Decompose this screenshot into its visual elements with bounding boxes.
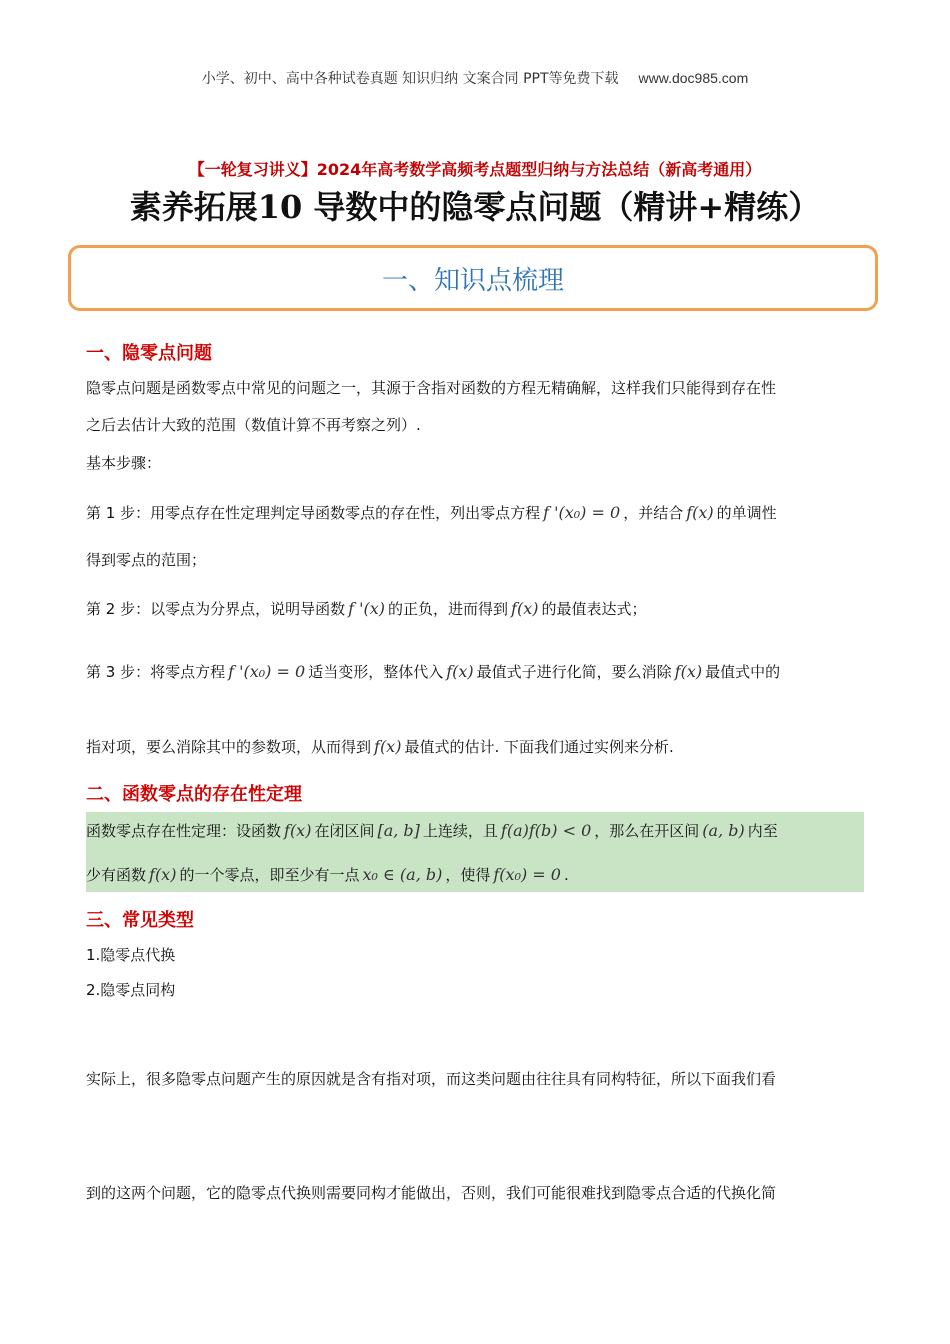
s2-l2-math-2: x₀ ∈ (a, b) — [362, 865, 443, 884]
s2-l2-text-d: . — [563, 866, 569, 884]
s1-step3-line2 — [86, 736, 674, 757]
section-2-heading: 二、函数零点的存在性定理 — [86, 784, 302, 805]
section-box-label: 一、知识点梳理 — [381, 265, 564, 296]
step3-math-1: f '(x₀) = 0 — [228, 662, 306, 681]
s2-l1-math-1: f(x) — [284, 821, 312, 840]
step2-math-1: f '(x) — [348, 599, 386, 618]
step1-text-a: 第 1 步：用零点存在性定理判定导函数零点的存在性，列出零点方程 — [86, 504, 541, 522]
s3-item-1: 1.隐零点代换 — [86, 946, 176, 964]
s2-l1-text-d: ，那么在开区间 — [594, 822, 700, 840]
s2-l2-text-c: ，使得 — [445, 866, 491, 884]
step3-text-a: 第 3 步：将零点方程 — [86, 663, 226, 681]
step3-math-3: f(x) — [674, 662, 703, 681]
s2-l2-math-1: f(x) — [149, 865, 177, 884]
s2-theorem-line2 — [86, 864, 569, 885]
step1-text-b: ，并结合 — [623, 504, 684, 522]
step3-line2-text-b: 最值式的估计. 下面我们通过实例来分析. — [404, 738, 674, 756]
s2-l1-text-c: 上连续，且 — [422, 822, 498, 840]
s2-l1-math-2: [a, b] — [377, 821, 420, 840]
step2-text-b: 的正负，进而得到 — [388, 600, 509, 618]
step1-math-1: f '(x₀) = 0 — [543, 503, 621, 522]
banner-url[interactable]: www.doc985.com — [638, 70, 749, 86]
doc-title: 素养拓展10 导数中的隐零点问题（精讲+精练） — [129, 188, 821, 226]
s1-step3-line1 — [86, 661, 780, 682]
header-banner — [0, 68, 950, 88]
section-3-heading: 三、常见类型 — [86, 910, 194, 931]
step2-text-a: 第 2 步：以零点为分界点，说明导函数 — [86, 600, 346, 618]
step2-text-c: 的最值表达式； — [541, 600, 647, 618]
s2-l2-math-3: f(x₀) = 0 — [493, 865, 561, 884]
s2-l1-text-e: 内至 — [747, 822, 778, 840]
s3-item-2: 2.隐零点同构 — [86, 981, 176, 999]
s2-l2-text-a: 少有函数 — [86, 866, 147, 884]
s2-l2-text-b: 的一个零点，即至少有一点 — [179, 866, 360, 884]
s1-para-line2: 之后去估计大致的范围（数值计算不再考察之列）. — [86, 416, 421, 434]
step1-math-2: f(x) — [686, 503, 714, 522]
step2-math-2: f(x) — [511, 599, 539, 618]
s2-l1-math-4: (a, b) — [702, 821, 745, 840]
step3-text-c: 最值式子进行化简，要么消除 — [476, 663, 672, 681]
s3-para-line1: 实际上，很多隐零点问题产生的原因就是含有指对项，而这类问题由往往具有同构特征，所以下面我们看 — [86, 1070, 777, 1088]
step3-text-b: 适当变形，整体代入 — [308, 663, 444, 681]
section-box — [68, 245, 878, 311]
s1-para-line1: 隐零点问题是函数零点中常见的问题之一，其源于含指对函数的方程无精确解，这样我们只能得到存在性 — [86, 379, 777, 397]
step3-math-2: f(x) — [446, 662, 474, 681]
doc-subtitle: 【一轮复习讲义】2024年高考数学高频考点题型归纳与方法总结（新高考通用） — [188, 160, 762, 179]
s2-theorem-line1 — [86, 820, 778, 841]
step3-line2-text-a: 指对项，要么消除其中的参数项，从而得到 — [86, 738, 372, 756]
s1-steps-label: 基本步骤： — [86, 454, 162, 472]
s1-step1-line2: 得到零点的范围； — [86, 551, 207, 569]
section-1-heading: 一、隐零点问题 — [86, 343, 212, 364]
s2-l1-math-3: f(a)f(b) < 0 — [500, 821, 592, 840]
step1-text-c: 的单调性 — [716, 504, 777, 522]
banner-text: 小学、初中、高中各种试卷真题 知识归纳 文案合同 PPT等免费下载 — [201, 71, 619, 87]
s1-step2-line — [86, 598, 646, 619]
step3-line2-math: f(x) — [374, 737, 402, 756]
s2-l1-text-b: 在闭区间 — [314, 822, 375, 840]
step3-text-d: 最值式中的 — [705, 663, 781, 681]
s3-para-line2: 到的这两个问题，它的隐零点代换则需要同构才能做出，否则，我们可能很难找到隐零点合适的代换化简 — [86, 1184, 777, 1202]
s1-step1-line1 — [86, 502, 777, 523]
s2-l1-text-a: 函数零点存在性定理：设函数 — [86, 822, 282, 840]
